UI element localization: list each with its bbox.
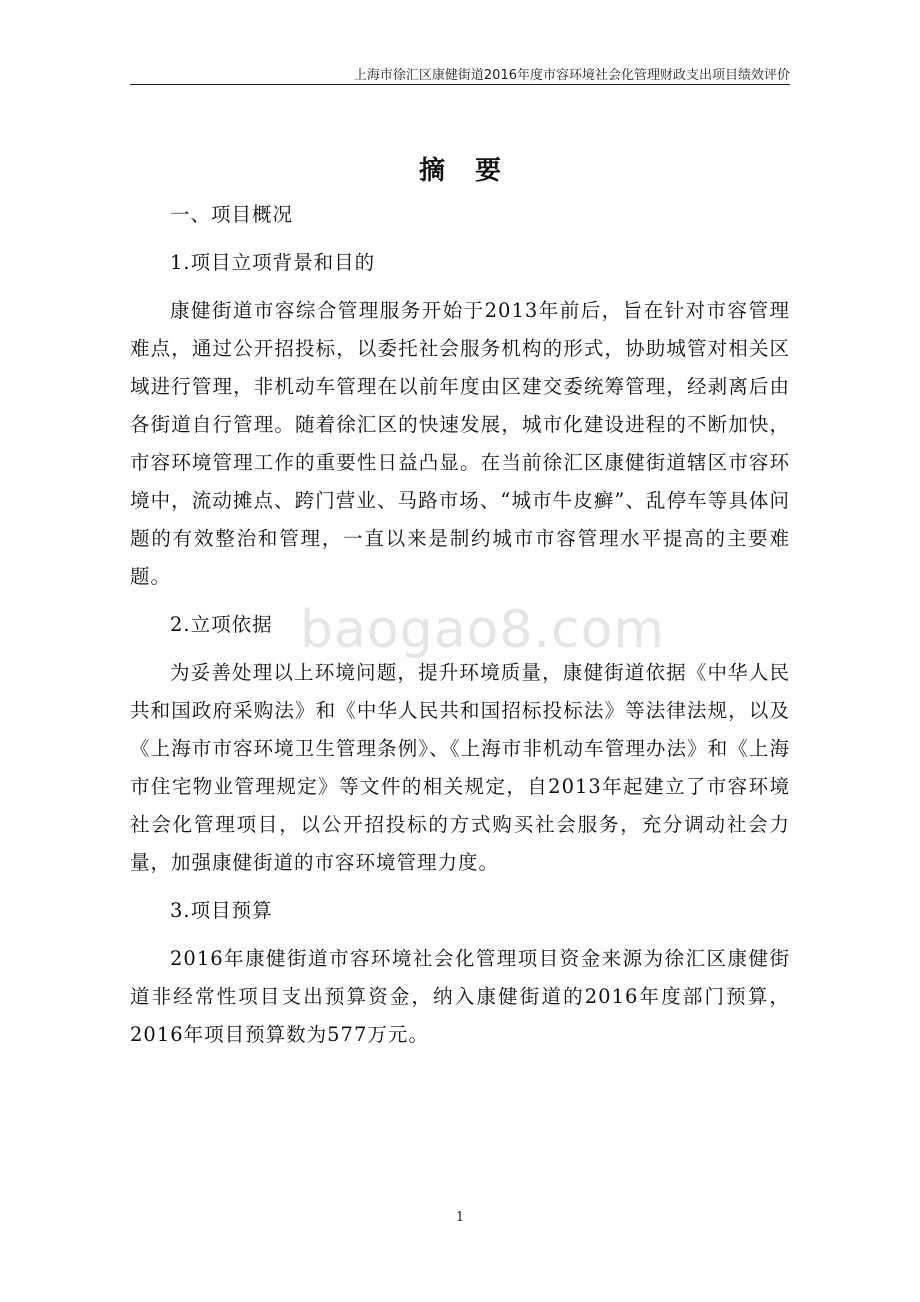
body-paragraph: 2016年康健街道市容环境社会化管理项目资金来源为徐汇区康健街道非经常性项目支出预算资金，纳入康健街道的2016年度部门预算，2016年项目预算数为577万元。 [130,947,790,1046]
page-title: 摘要 [418,156,531,186]
watermark: baogao8.com [300,600,666,660]
subsection-heading: 2.立项依据 [170,613,273,636]
section-heading: 一、项目概况 [170,203,294,226]
subsection-heading: 3.项目预算 [170,899,273,922]
running-header: 上海市徐汇区康健街道2016年度市容环境社会化管理财政支出项目绩效评价 [353,68,790,83]
page-number: 1 [455,1210,465,1225]
body-paragraph: 康健街道市容综合管理服务开始于2013年前后，旨在针对市容管理难点，通过公开招投标，以委托社会服务机构的形式，协助城管对相关区域进行管理，非机动车管理在以前年度由区建交委统筹管理，经剥离后由各街道自行管理。随着徐汇区的快速发展，城市化建设进程的不断加快，市容环境管理工作的重要性日益凸显。在当前徐汇区康健街道辖区市容环境中，流动摊点、跨门营业、马路市场、“城市牛皮癣”、乱停车等具体问题的有效整治和管理，一直以来是制约城市市容管理水平提高的主要难题。 [130,299,790,588]
document-body [130,196,790,1064]
subsection-heading: 1.项目立项背景和目的 [170,251,376,274]
header-divider [130,84,790,85]
body-paragraph: 为妥善处理以上环境问题，提升环境质量，康健街道依据《中华人民共和国政府采购法》和《中华人民共和国招标投标法》等法律法规，以及《上海市市容环境卫生管理条例》、《上海市非机动车管理办法》和《上海市住宅物业管理规定》等文件的相关规定，自2013年起建立了市容环境社会化管理项目，以公开招投标的方式购买社会服务，充分调动社会力量，加强康健街道的市容环境管理力度。 [130,661,790,874]
